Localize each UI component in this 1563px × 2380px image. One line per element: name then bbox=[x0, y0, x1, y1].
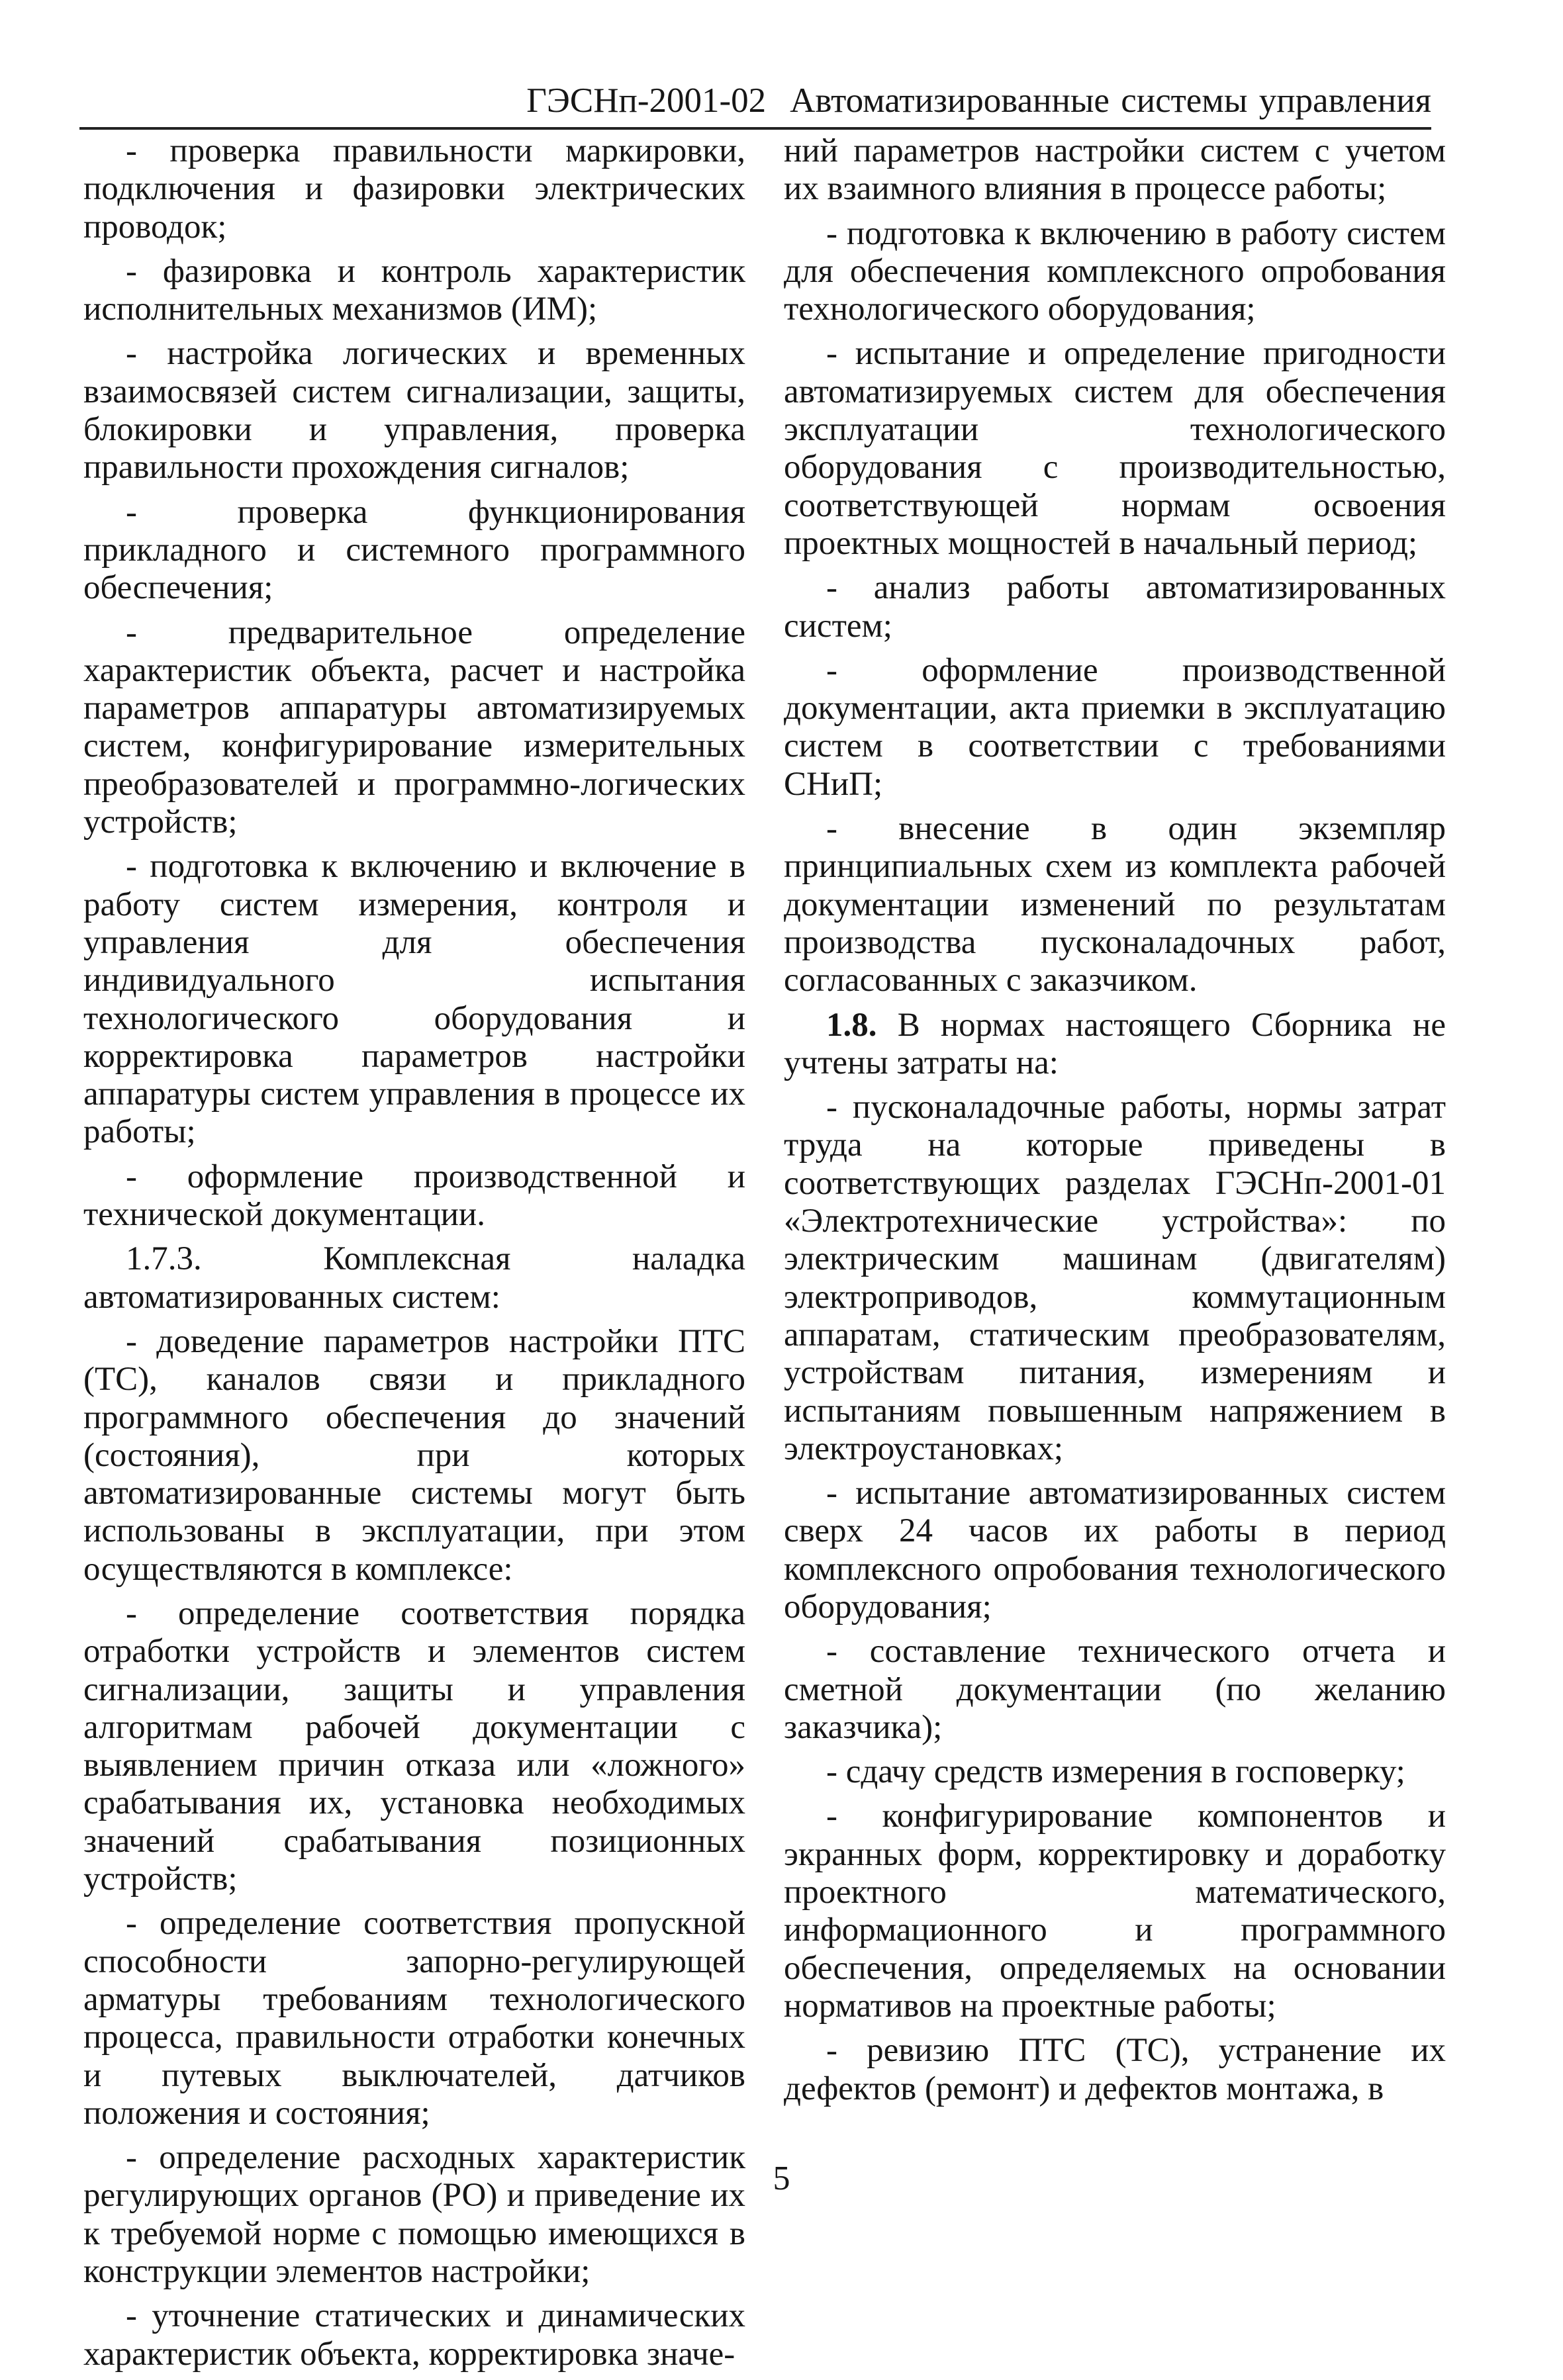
paragraph: - испытание и определение пригодности автоматизируемых систем для обеспечения эксплуатации технологического оборудования с производительностью, соответствующей нормам освоения проектных мощностей в начальный период; bbox=[784, 335, 1446, 562]
page-number: 5 bbox=[773, 2160, 790, 2197]
paragraph: - конфигурирование компонентов и экранных форм, корректировку и доработку проектного математического, информационного и программного обеспечения, определяемых на основании нормативов на проектные работы; bbox=[784, 1798, 1446, 2025]
paragraph: - оформление производственной документации, акта приемки в эксплуатацию систем в соответствии с требованиями СНиП; bbox=[784, 651, 1446, 803]
paragraph: - проверка правильности маркировки, подключения и фазировки электрических проводок; bbox=[83, 132, 745, 246]
header-document-title: Автоматизированные системы управления bbox=[790, 81, 1431, 120]
paragraph: - настройка логических и временных взаимосвязей систем сигнализации, защиты, блокировки и управления, проверка правильности прохождения сигналов; bbox=[83, 335, 745, 486]
running-header bbox=[79, 74, 1431, 130]
right-column bbox=[784, 132, 1446, 2115]
header-document-code: ГЭСНп-2001-02 bbox=[526, 81, 767, 120]
subsection-heading: 1.7.3. Комплексная наладка автоматизированных систем: bbox=[83, 1240, 745, 1316]
paragraph-continuation: ний параметров настройки систем с учетом их взаимного влияния в процессе работы; bbox=[784, 132, 1446, 208]
paragraph: - доведение параметров настройки ПТС (ТС), каналов связи и прикладного программного обеспечения до значений (состояния), при которых автоматизированные системы могут быть использованы в эксплуатации, при этом осуществляются в комплексе: bbox=[83, 1322, 745, 1588]
section-text: В нормах настоящего Сборника не учтены затраты на: bbox=[784, 1006, 1446, 1081]
paragraph: - проверка функционирования прикладного и системного программного обеспечения; bbox=[83, 493, 745, 607]
paragraph: - подготовка к включению в работу систем для обеспечения комплексного опробования технологического оборудования; bbox=[784, 214, 1446, 328]
section-number: 1.8. bbox=[826, 1006, 877, 1044]
section-paragraph bbox=[784, 1007, 1446, 1083]
left-column bbox=[83, 132, 745, 2380]
paragraph: - уточнение статических и динамических характеристик объекта, корректировка значе- bbox=[83, 2297, 745, 2373]
paragraph: - внесение в один экземпляр принципиальных схем из комплекта рабочей документации изменений по результатам производства пусконаладочных работ, согласованных с заказчиком. bbox=[784, 810, 1446, 999]
paragraph: - сдачу средств измерения в госповерку; bbox=[826, 1753, 1405, 1791]
paragraph: - оформление производственной и технической документации. bbox=[83, 1158, 745, 1234]
paragraph: - анализ работы автоматизированных систем; bbox=[784, 569, 1446, 645]
paragraph: - определение расходных характеристик регулирующих органов (РО) и приведение их к требуемой норме с помощью имеющихся в конструкции элементов настройки; bbox=[83, 2139, 745, 2291]
paragraph: - составление технического отчета и сметной документации (по желанию заказчика); bbox=[784, 1633, 1446, 1746]
paragraph: - испытание автоматизированных систем сверх 24 часов их работы в период комплексного опробования технологического оборудования; bbox=[784, 1475, 1446, 1625]
paragraph: - фазировка и контроль характеристик исполнительных механизмов (ИМ); bbox=[83, 252, 745, 328]
paragraph: - ревизию ПТС (ТС), устранение их дефектов (ремонт) и дефектов монтажа, в bbox=[784, 2032, 1446, 2107]
paragraph: - подготовка к включению и включение в работу систем измерения, контроля и управления для обеспечения индивидуального испытания технологического оборудования и корректировка параметров настройки аппаратуры систем управления в процессе их работы; bbox=[83, 848, 745, 1151]
paragraph: - предварительное определение характеристик объекта, расчет и настройка параметров аппаратуры автоматизируемых систем, конфигурирование измерительных преобразователей и программно-логических устройств; bbox=[83, 614, 745, 841]
paragraph: - определение соответствия порядка отработки устройств и элементов систем сигнализации, защиты и управления алгоритмам рабочей документации с выявлением причин отказа или «ложного» срабатывания их, установка необходимых значений срабатывания позиционных устройств; bbox=[83, 1594, 745, 1898]
paragraph: - пусконаладочные работы, нормы затрат труда на которые приведены в соответствующих разделах ГЭСНп-2001-01 «Электротехнические устройства»: по электрическим машинам (двигателям) электроприводов, коммутационным аппаратам, статическим преобразователям, устройствам питания, измерениям и испытаниям повышенным напряжением в электроустановках; bbox=[784, 1089, 1446, 1467]
paragraph: - определение соответствия пропускной способности запорно-регулирующей арматуры требованиям технологического процесса, правильности отработки конечных и путевых выключателей, датчиков положения и состояния; bbox=[83, 1905, 745, 2132]
